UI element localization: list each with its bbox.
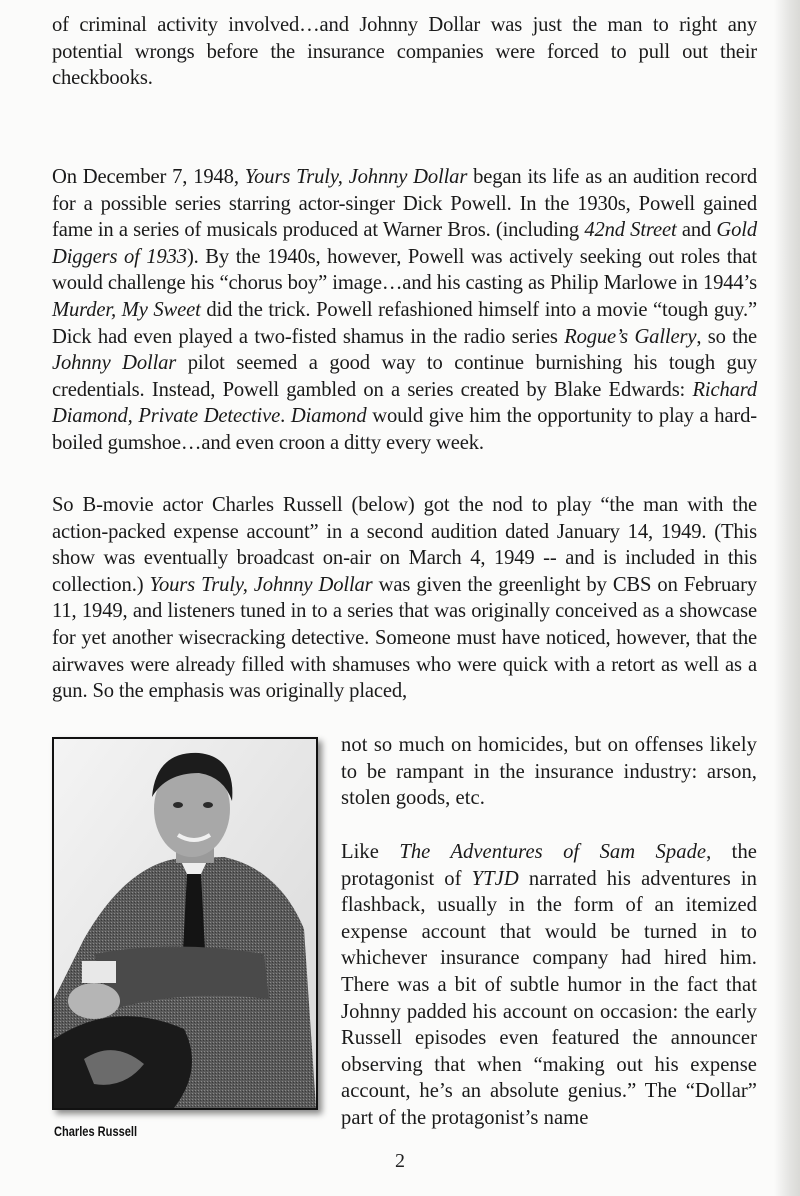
title-adventures-of-sam-spade: The Adventures of Sam Spade xyxy=(399,841,707,863)
paragraph-text: and xyxy=(676,219,717,242)
title-rogues-gallery: Rogue’s Gallery xyxy=(564,325,697,348)
paragraph-text: , the protagonist of xyxy=(341,841,757,890)
page-number: 2 xyxy=(395,1150,405,1172)
page-edge-shadow xyxy=(774,0,800,1196)
paragraph-text: not so much on homicides, but on offenses likely to be rampant in the insurance industry: arson, stolen goods, etc. xyxy=(341,734,757,810)
shirt-cuff xyxy=(82,961,116,983)
paragraph-sam-spade-comparison xyxy=(341,839,757,1132)
paragraph-text: Like xyxy=(341,841,400,863)
title-diamond: Diamond xyxy=(290,405,367,428)
paragraph-text: . xyxy=(280,405,291,428)
title-murder-my-sweet: Murder, My Sweet xyxy=(52,298,201,321)
paragraph-text: would give him the opportunity to play a hard-boiled gumshoe…and even croon a ditty every week. xyxy=(52,405,757,454)
title-johnny-dollar: Johnny Dollar xyxy=(52,352,177,375)
paragraph-text: On December 7, 1948, xyxy=(52,166,245,188)
paragraph-text: , so the xyxy=(696,325,758,348)
title-richard-diamond: Richard Diamond, Private Detective xyxy=(52,378,757,428)
paragraph-charles-russell-audition xyxy=(52,492,757,705)
left-eye xyxy=(173,802,183,808)
title-gold-diggers-of-1933: Gold Diggers of 1933 xyxy=(52,219,757,268)
paragraph-text: of criminal activity involved…and Johnny Dollar was just the man to right any potential wrongs before the insurance companies were forced to pull out their checkbooks. xyxy=(52,14,757,90)
charles-russell-photo xyxy=(52,737,318,1110)
title-ytjd: YTJD xyxy=(471,867,519,890)
right-eye xyxy=(203,802,213,808)
paragraph-text: began its life as an audition record for a possible series starring actor-singer Dick Powell. In the 1930s, Powell gained fame in a series of musicals produced at Warner Bros. (including xyxy=(52,166,757,242)
paragraph-text: ). By the 1940s, however, Powell was actively seeking out roles that would challenge his “chorus boy” image…and his casting as Philip Marlowe in 1944’s xyxy=(52,245,757,295)
paragraph-text: narrated his adventures in flashback, usually in the form of an itemized expense account that would be turned in to whichever insurance company had hired him. There was a bit of subtle humor in the fact that Johnny padded his account on occasion: the early Russell episodes even featured the announcer observing that when “making out his expense account, he’s an absolute genius.” The “Dollar” part of the protagonist’s name xyxy=(341,867,757,1129)
photo-caption: Charles Russell xyxy=(54,1124,138,1139)
paragraph-continuation-offenses xyxy=(341,732,757,812)
paragraph-dick-powell-audition xyxy=(52,164,757,457)
paragraph-text: So B-movie actor Charles Russell (below) got the nod to play “the man with the action-packed expense account” in a second audition dated January 14, 1949. (This show was eventually broadcast on-air on March 4, 1949 -- and is included in this collection.) xyxy=(52,494,757,596)
title-42nd-street: 42nd Street xyxy=(584,219,677,242)
portrait-illustration xyxy=(54,739,316,1108)
title-yours-truly-johnny-dollar: Yours Truly, Johnny Dollar xyxy=(244,166,468,188)
paragraph-intro-continuation xyxy=(52,12,757,92)
paragraph-text: pilot seemed a good way to continue burnishing his tough guy credentials. Instead, Powell gambled on a series created by Blake Edwards: xyxy=(52,352,757,401)
paragraph-text: did the trick. Powell refashioned himself into a movie “tough guy.” Dick had even played a two-fisted shamus in the radio series xyxy=(52,298,757,348)
hand xyxy=(68,983,120,1019)
title-yours-truly-johnny-dollar: Yours Truly, Johnny Dollar xyxy=(149,573,373,596)
paragraph-text: was given the greenlight by CBS on February 11, 1949, and listeners tuned in to a series that was originally conceived as a showcase for yet another wisecracking detective. Someone must have noticed, however, that the airwaves were already filled with shamuses who were quick with a retort as well as a gun. So the emphasis was originally placed, xyxy=(52,573,757,703)
